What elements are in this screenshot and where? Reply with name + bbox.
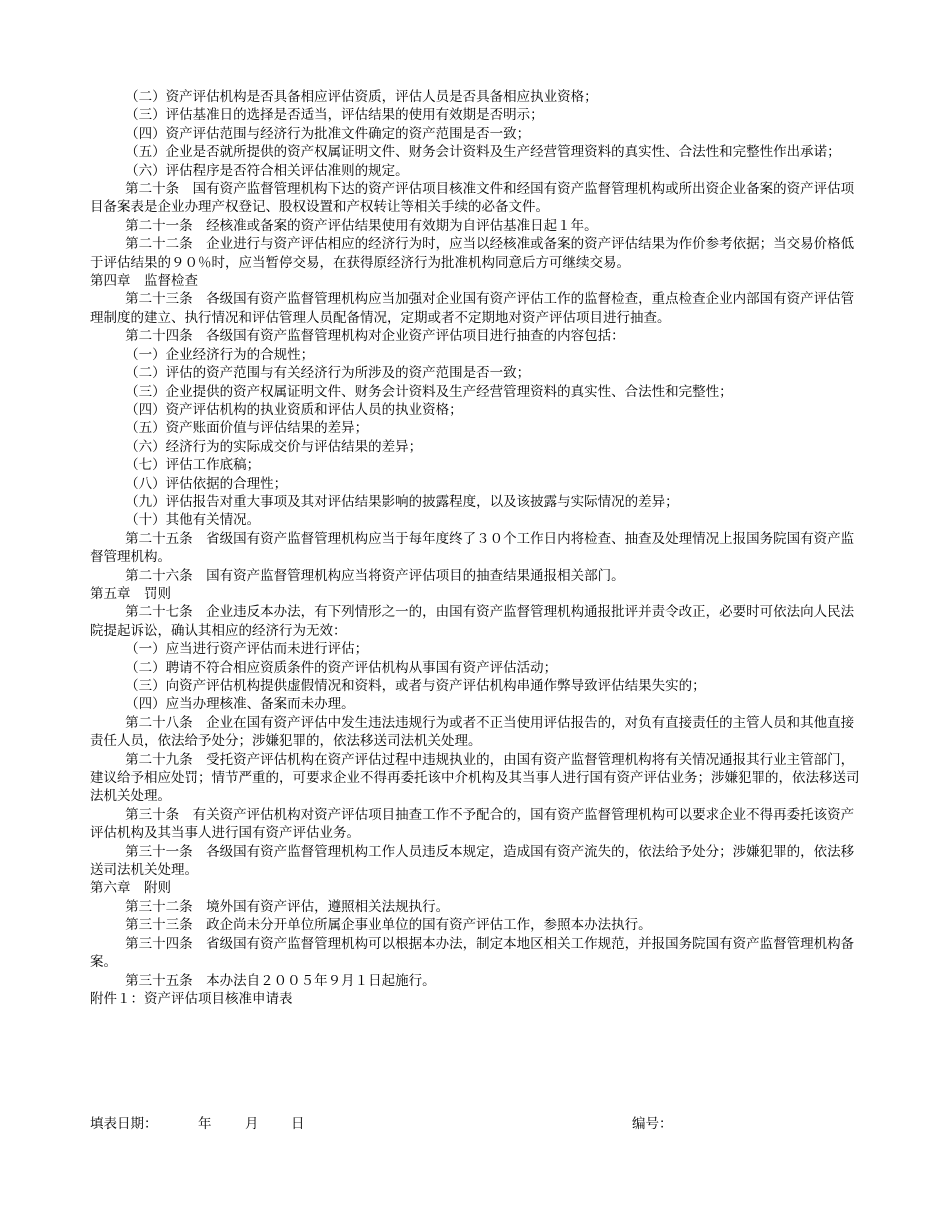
- day-label: 日: [291, 1116, 305, 1132]
- list-item: （六）经济行为的实际成交价与评估结果的差异；: [125, 438, 423, 455]
- article-paragraph: 第二十八条 企业在国有资产评估中发生违法违规行为或者不正当使用评估报告的，对负有直接责任的主管人员和其他直接责任人员，依法给予处分；涉嫌犯罪的，依法移送司法机关处理。: [90, 714, 855, 750]
- article-paragraph: （五）企业是否就所提供的资产权属证明文件、财务会计资料及生产经营管理资料的真实性、合法性和完整性作出承诺；: [125, 144, 841, 161]
- list-item: （二）资产评估机构是否具备相应评估资质，评估人员是否具备相应执业资格；: [125, 89, 598, 105]
- article-paragraph: 第二十五条 省级国有资产监督管理机构应当于每年度终了３０个工作日内将检查、抽查及处理情况上报国务院国有资产监督管理机构。: [90, 530, 855, 566]
- list-item: （三）评估基准日的选择是否适当，评估结果的使用有效期是否明示；: [125, 107, 544, 124]
- list-item: （七）评估工作底稿；: [125, 457, 261, 474]
- list-item: （三）向资产评估机构提供虚假情况和资料，或者与资产评估机构串通作弊导致评估结果失实的；: [125, 678, 706, 694]
- article-paragraph: 第三十二条 境外国有资产评估，遵照相关法规执行。: [125, 898, 450, 915]
- month-label: 月: [245, 1116, 259, 1132]
- list-item: （二）评估的资产范围与有关经济行为所涉及的资产范围是否一致；: [125, 365, 531, 382]
- list-item: （十）其他有关情况。: [125, 512, 261, 529]
- list-item: （一）企业经济行为的合规性；: [125, 346, 315, 363]
- article-paragraph: 第三十一条 各级国有资产监督管理机构工作人员违反本规定，造成国有资产流失的，依法给予处分；涉嫌犯罪的，依法移送司法机关处理。: [90, 843, 855, 879]
- article-paragraph: 第三十三条 政企尚未分开单位所属企事业单位的国有资产评估工作，参照本办法执行。: [125, 917, 652, 934]
- list-item: （二）聘请不符合相应资质条件的资产评估机构从事国有资产评估活动；: [125, 659, 558, 676]
- list-item: （六）评估程序是否符合相关评估准则的规定。: [125, 162, 409, 179]
- list-item: （四）资产评估范围与经济行为批准文件确定的资产范围是否一致；: [125, 125, 531, 142]
- article-paragraph: 第三十五条 本办法自２００５年９月１日起施行。: [125, 972, 436, 989]
- article-paragraph: 第二十四条 各级国有资产监督管理机构对企业资产评估项目进行抽查的内容包括：: [125, 328, 625, 345]
- article-paragraph: 第三十四条 省级国有资产监督管理机构可以根据本办法，制定本地区相关工作规范，并报国务院国有资产监督管理机构备案。: [90, 935, 855, 971]
- article-paragraph: 第二十条 国有资产监督管理机构下达的资产评估项目核准文件和经国有资产监督管理机构或所出资企业备案的资产评估项目备案表是企业办理产权登记、股权设置和产权转让等相关手续的必备文件。: [90, 181, 855, 216]
- list-item: （八）评估依据的合理性；: [125, 475, 288, 492]
- article-paragraph: 第二十三条 各级国有资产监督管理机构应当加强对企业国有资产评估工作的监督检查，重点检查企业内部国有资产评估管理制度的建立、执行情况和评估管理人员配备情况，定期或者不定期地对资产评估项目进行抽查。: [90, 291, 855, 326]
- form-header-row: [90, 1112, 865, 1132]
- chapter-heading: 第四章 监督检查: [90, 273, 198, 290]
- list-item: （九）评估报告对重大事项及其对评估结果影响的披露程度，以及该披露与实际情况的差异；: [125, 493, 679, 510]
- fill-date-label: 填表日期：: [90, 1116, 158, 1132]
- chapter-heading: 第六章 附则: [90, 880, 171, 897]
- chapter-heading: 第五章 罚则: [90, 585, 171, 602]
- year-label: 年: [198, 1116, 212, 1132]
- article-paragraph: 第三十条 有关资产评估机构对资产评估项目抽查工作不予配合的，国有资产监督管理机构可以要求企业不得再委托该资产评估机构及其当事人进行国有资产评估业务。: [90, 806, 855, 842]
- list-item: （四）资产评估机构的执业资质和评估人员的执业资格；: [125, 401, 463, 418]
- list-item: （五）资产账面价值与评估结果的差异；: [125, 420, 369, 437]
- list-item: （三）企业提供的资产权属证明文件、财务会计资料及生产经营管理资料的真实性、合法性和完整性；: [125, 383, 733, 400]
- list-item: （一）应当进行资产评估而未进行评估；: [125, 641, 369, 658]
- number-label: 编号：: [632, 1116, 673, 1132]
- article-paragraph: 第二十六条 国有资产监督管理机构应当将资产评估项目的抽查结果通报相关部门。: [125, 567, 625, 584]
- article-paragraph: 第二十九条 受托资产评估机构在资产评估过程中违规执业的，由国有资产监督管理机构将有关情况通报其行业主管部门，建议给予相应处罚；情节严重的，可要求企业不得再委托该中介机构及其当事人进行国有资产评估业务；涉嫌犯罪的，依法移送司法机关处理。: [90, 751, 860, 805]
- article-paragraph: 第二十二条 企业进行与资产评估相应的经济行为时，应当以经核准或备案的资产评估结果为作价参考依据；当交易价格低于评估结果的９０％时，应当暂停交易，在获得原经济行为批准机构同意后方可继续交易。: [90, 236, 855, 271]
- list-item: （四）应当办理核准、备案而未办理。: [125, 696, 355, 713]
- chapter-heading: 附件１：资产评估项目核准申请表: [90, 990, 293, 1007]
- document-body: [90, 88, 865, 1008]
- article-paragraph: 第二十一条 经核准或备案的资产评估结果使用有效期为自评估基准日起１年。: [125, 217, 598, 234]
- article-paragraph: 第二十七条 企业违反本办法，有下列情形之一的，由国有资产监督管理机构通报批评并责令改正，必要时可依法向人民法院提起诉讼，确认其相应的经济行为无效：: [90, 604, 855, 639]
